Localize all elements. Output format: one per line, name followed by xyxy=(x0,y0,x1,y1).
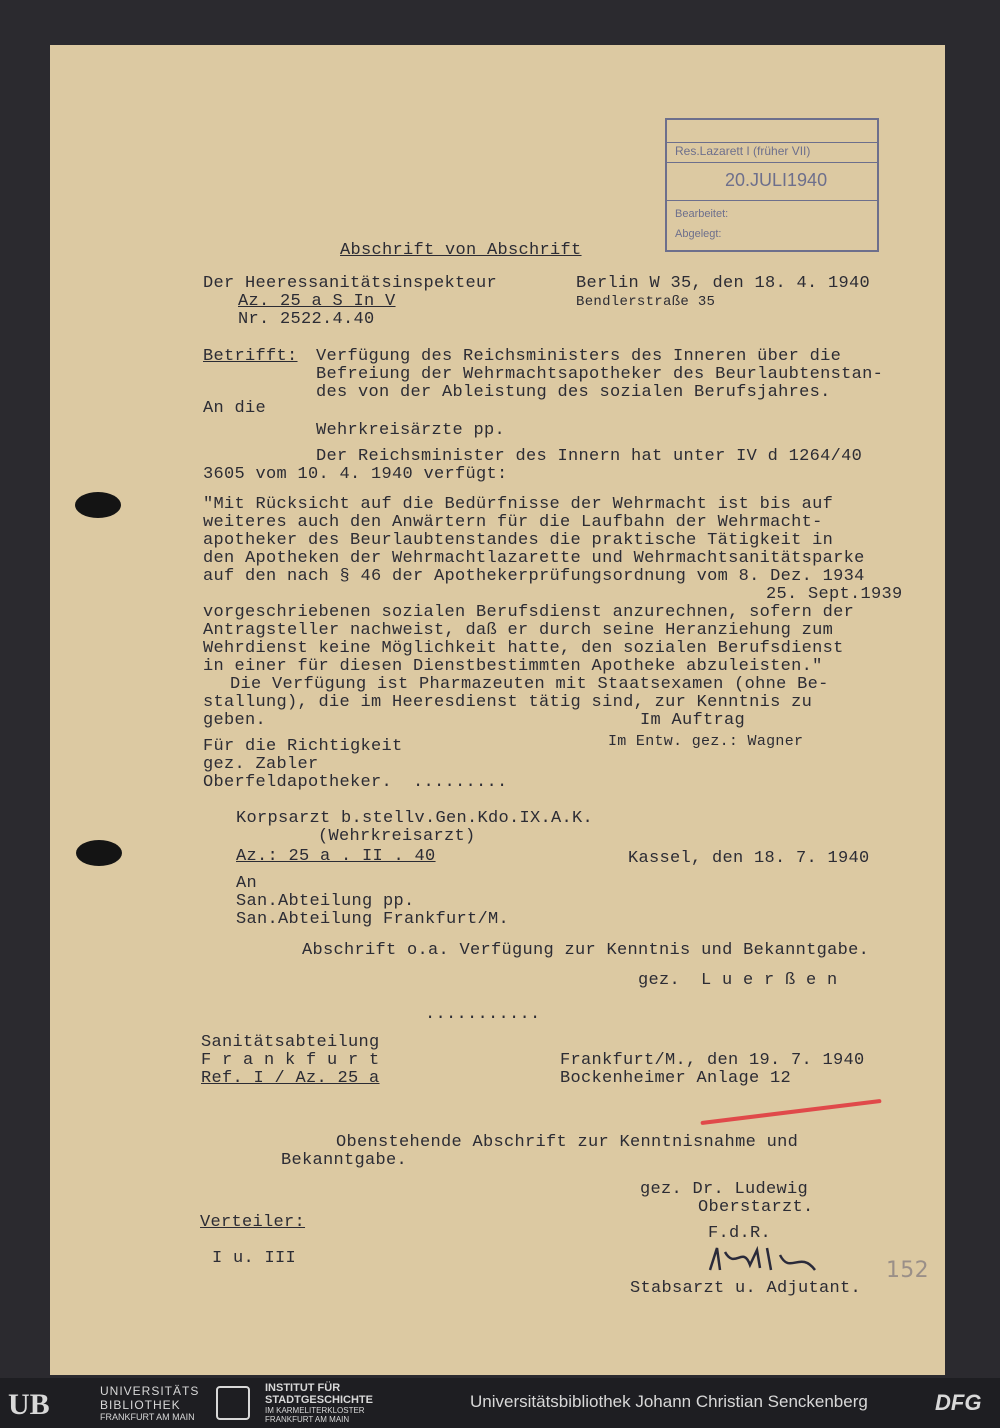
isg-text: IM KARMELITERKLOSTER xyxy=(265,1406,365,1415)
ludewig-rank: Oberstarzt. xyxy=(698,1198,814,1217)
separator-dots: ........... xyxy=(425,1005,541,1024)
ub-text: FRANKFURT AM MAIN xyxy=(100,1412,195,1422)
quote-line: vorgeschriebenen sozialen Berufsdienst anzurechnen, sofern der xyxy=(203,603,855,622)
korps-az: Az.: 25 a . II . 40 xyxy=(236,847,436,866)
an2-line: An xyxy=(236,874,258,893)
frankfurt-address: Bockenheimer Anlage 12 xyxy=(560,1069,792,1088)
richtigkeit-line: gez. Zabler xyxy=(203,755,319,774)
isg-logo-icon xyxy=(216,1386,250,1420)
doc-title: Abschrift von Abschrift xyxy=(340,241,582,260)
isg-text: FRANKFURT AM MAIN xyxy=(265,1415,350,1424)
recipient: Wehrkreisärzte pp. xyxy=(316,421,506,440)
korps-line: (Wehrkreisarzt) xyxy=(318,827,476,846)
quote-line: apotheker des Beurlaubtenstandes die praktische Tätigkeit in xyxy=(203,531,834,550)
ludewig-signature: gez. Dr. Ludewig xyxy=(640,1180,809,1199)
quote-line: Wehrdienst keine Möglichkeit hatte, den sozialen Berufsdienst xyxy=(203,639,844,658)
stamp-date: 20.JULI1940 xyxy=(725,170,828,190)
sanab-ref: Ref. I / Az. 25 a xyxy=(201,1069,380,1088)
handwritten-signature xyxy=(705,1240,835,1280)
sanab-line: F r a n k f u r t xyxy=(201,1051,380,1070)
sender-line: Az. 25 a S In V xyxy=(238,292,396,311)
abschrift-line: Abschrift o.a. Verfügung zur Kenntnis und Bekanntgabe. xyxy=(302,941,870,960)
ub-logo: UB xyxy=(8,1388,50,1421)
fdr: F.d.R. xyxy=(708,1224,772,1243)
an-die: An die xyxy=(203,399,267,418)
frankfurt-date: Frankfurt/M., den 19. 7. 1940 xyxy=(560,1051,865,1070)
quote-line: Antragsteller nachweist, daß er durch seine Heranziehung zum xyxy=(203,621,834,640)
stamp-line4: Abgelegt: xyxy=(675,228,722,240)
an2-line: San.Abteilung Frankfurt/M. xyxy=(236,910,510,929)
footer-bar xyxy=(0,1378,1000,1428)
place-date: Berlin W 35, den 18. 4. 1940 xyxy=(576,274,871,293)
dfg-logo: DFG xyxy=(935,1390,982,1415)
body-line: geben. xyxy=(203,711,267,730)
obenstehende-line: Bekanntgabe. xyxy=(281,1151,408,1170)
isg-text: INSTITUT FÜR xyxy=(265,1382,341,1394)
ub-text: UNIVERSITÄTS xyxy=(100,1384,200,1398)
richtigkeit-line: Oberfeldapotheker. ......... xyxy=(203,773,508,792)
korps-line: Korpsarzt b.stellv.Gen.Kdo.IX.A.K. xyxy=(236,809,594,828)
betrifft-label: Betrifft: xyxy=(203,347,298,366)
adjutant-line: Stabsarzt u. Adjutant. xyxy=(630,1279,862,1298)
punch-hole xyxy=(75,492,121,518)
an2-line: San.Abteilung pp. xyxy=(236,892,415,911)
quote-line: auf den nach § 46 der Apothekerprüfungsordnung vom 8. Dez. 1934 xyxy=(203,567,865,586)
betrifft-line: Verfügung des Reichsministers des Inneren über die xyxy=(316,347,842,366)
punch-hole xyxy=(76,840,122,866)
body-line: Der Reichsminister des Innern hat unter IV d 1264/40 xyxy=(316,447,863,466)
quote-line: weiteres auch den Anwärtern für die Laufbahn der Wehrmacht- xyxy=(203,513,823,532)
body-line: Die Verfügung ist Pharmazeuten mit Staatsexamen (ohne Be- xyxy=(230,675,829,694)
stamp-line3: Bearbeitet: xyxy=(675,208,729,220)
receipt-stamp xyxy=(665,118,879,252)
obenstehende-line: Obenstehende Abschrift zur Kenntnisnahme und xyxy=(336,1133,799,1152)
verteiler-value: I u. III xyxy=(212,1249,297,1268)
isg-text: STADTGESCHICHTE xyxy=(265,1394,373,1406)
body-line: 3605 vom 10. 4. 1940 verfügt: xyxy=(203,465,508,484)
quote-line: "Mit Rücksicht auf die Bedürfnisse der Wehrmacht ist bis auf xyxy=(203,495,834,514)
ub-text: BIBLIOTHEK xyxy=(100,1398,181,1412)
kassel-date: Kassel, den 18. 7. 1940 xyxy=(628,849,870,868)
body-line: stallung), die im Heeresdienst tätig sind, zur Kenntnis zu xyxy=(203,693,813,712)
betrifft-line: Befreiung der Wehrmachtsapotheker des Beurlaubtenstan- xyxy=(316,365,884,384)
street: Bendlerstraße 35 xyxy=(576,294,716,310)
page-number: 152 xyxy=(886,1258,929,1283)
quote-line: in einer für diesen Dienstbestimmten Apotheke abzuleisten." xyxy=(203,657,823,676)
stamp-line1: Res.Lazarett I (früher VII) xyxy=(675,144,811,158)
sanab-line: Sanitätsabteilung xyxy=(201,1033,380,1052)
quote-correction: 25. Sept.1939 xyxy=(766,585,903,604)
wagner-signature: Im Entw. gez.: Wagner xyxy=(608,733,804,750)
betrifft-line: des von der Ableistung des sozialen Berufsjahres. xyxy=(316,383,831,402)
luerssen-signature: gez. L u e r ß e n xyxy=(638,971,838,990)
verteiler-label: Verteiler: xyxy=(200,1213,306,1232)
footer-center-text: Universitätsbibliothek Johann Christian Senckenberg xyxy=(470,1392,868,1411)
richtigkeit-line: Für die Richtigkeit xyxy=(203,737,403,756)
im-auftrag: Im Auftrag xyxy=(640,711,746,730)
sender-line: Der Heeressanitätsinspekteur xyxy=(203,274,498,293)
quote-line: den Apotheken der Wehrmachtlazarette und Wehrmachtsanitätsparke xyxy=(203,549,865,568)
sender-line: Nr. 2522.4.40 xyxy=(238,310,375,329)
